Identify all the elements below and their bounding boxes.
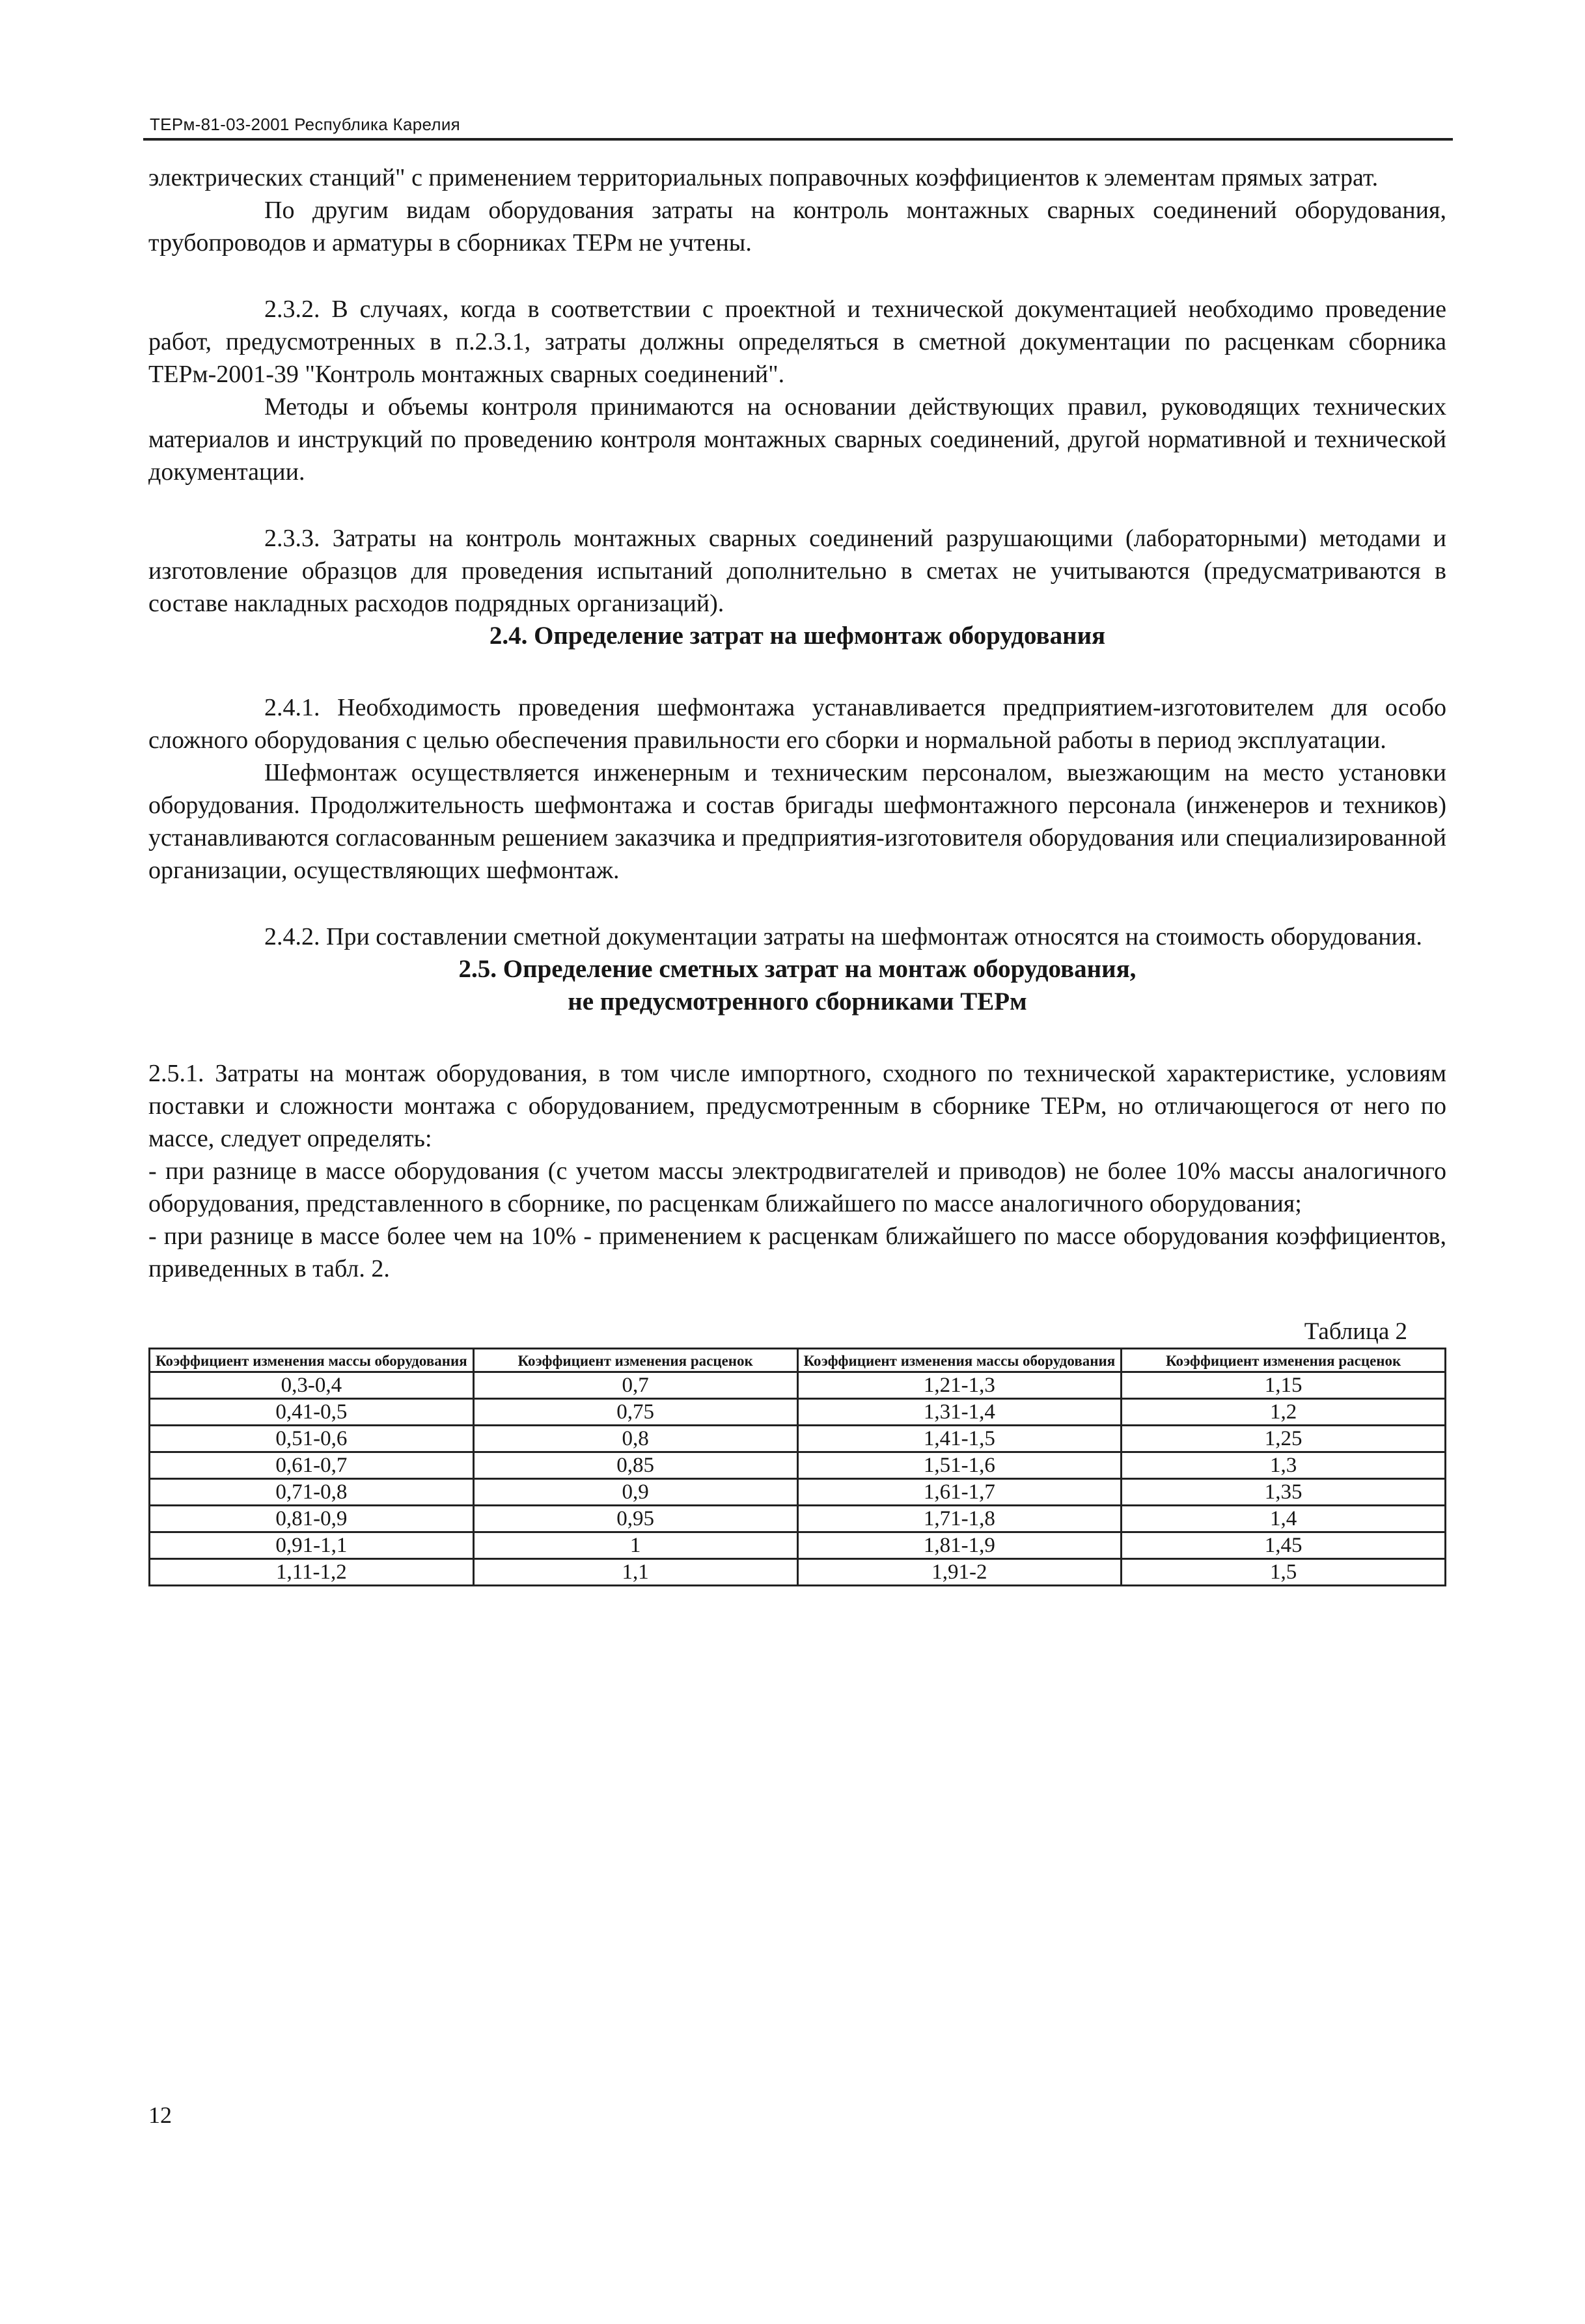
page-number: 12	[148, 2102, 172, 2128]
table-cell: 0,91-1,1	[150, 1532, 474, 1559]
table-cell: 1,51-1,6	[797, 1452, 1122, 1479]
table-cell: 1,2	[1122, 1399, 1446, 1426]
table-cell: 1,1	[473, 1559, 797, 1586]
table-row	[150, 1426, 1446, 1452]
table-cell: 1,11-1,2	[150, 1559, 474, 1586]
table-cell: 1,25	[1122, 1426, 1446, 1452]
table-header-cell: Коэффициент изменения массы оборудования	[797, 1349, 1122, 1372]
paragraph-2-3-2: 2.3.2. В случаях, когда в соответствии с проектной и технической документацией необходимо проведение работ, предусмотренных в п.2.3.1, затраты должны определяться в сметной документации по расценкам сборника ТЕРм-2001-39 "Контроль монтажных сварных соединений".	[148, 296, 1446, 388]
paragraph-other-equipment: По другим видам оборудования затраты на контроль монтажных сварных соединений оборудования, трубопроводов и арматуры в сборниках ТЕРм не учтены.	[148, 197, 1446, 256]
paragraph-shefmontazh: Шефмонтаж осуществляется инженерным и техническим персоналом, выезжающим на место установки оборудования. Продолжительность шефмонтажа и состав бригады шефмонтажного персонала (инженеров и техников) устанавливаются согласованным решением заказчика и предприятия-изготовителя оборудования или специализированной организации, осуществляющих шефмонтаж.	[148, 759, 1446, 884]
section-heading-2-5-line1: 2.5. Определение сметных затрат на монтаж оборудования,	[458, 955, 1137, 983]
paragraph-2-3-3: 2.3.3. Затраты на контроль монтажных сварных соединений разрушающими (лабораторными) методами и изготовление образцов для проведения испытаний дополнительно в сметах не учитываются (предусматриваются в составе накладных расходов подрядных организаций).	[148, 525, 1446, 617]
table-cell: 1,91-2	[797, 1559, 1122, 1586]
header-rule	[143, 138, 1453, 141]
bullet-mass-under-10: - при разнице в массе оборудования (с учетом массы электродвигателей и приводов) не более 10% массы аналогичного оборудования, представленного в сборнике, по расценкам ближайшего по массе аналогичного оборудования;	[148, 1157, 1446, 1217]
table-header-cell: Коэффициент изменения расценок	[1122, 1349, 1446, 1372]
table-row	[150, 1452, 1446, 1479]
table-header-row	[150, 1349, 1446, 1372]
table-header-cell: Коэффициент изменения расценок	[473, 1349, 797, 1372]
paragraph-2-4-1: 2.4.1. Необходимость проведения шефмонтажа устанавливается предприятием-изготовителем для особо сложного оборудования с целью обеспечения правильности его сборки и нормальной работы в период эксплуатации.	[148, 694, 1446, 754]
table-cell: 0,85	[473, 1452, 797, 1479]
running-header: ТЕРм-81-03-2001 Республика Карелия	[150, 115, 461, 134]
section-heading-2-5	[148, 953, 1446, 1018]
paragraph-2-5-1: 2.5.1. Затраты на монтаж оборудования, в том числе импортного, сходного по технической характеристике, условиям поставки и сложности монтажа с оборудованием, предусмотренным в сборнике ТЕРм, но отличающегося от него по массе, следует определять:	[148, 1060, 1446, 1152]
section-heading-2-5-line2: не предусмотренного сборниками ТЕРм	[568, 988, 1027, 1016]
paragraph-methods: Методы и объемы контроля принимаются на основании действующих правил, руководящих технических материалов и инструкций по проведению контроля монтажных сварных соединений, другой нормативной и технической документации.	[148, 393, 1446, 486]
paragraph-continuation: электрических станций" с применением территориальных поправочных коэффициентов к элементам прямых затрат.	[148, 164, 1379, 191]
table-header-cell: Коэффициент изменения массы оборудования	[150, 1349, 474, 1372]
paragraph-2-4-2: 2.4.2. При составлении сметной документации затраты на шефмонтаж относятся на стоимость оборудования.	[264, 923, 1422, 950]
table-row	[150, 1399, 1446, 1426]
table-cell: 0,75	[473, 1399, 797, 1426]
coefficient-table	[148, 1348, 1446, 1586]
table-cell: 0,7	[473, 1372, 797, 1399]
table-cell: 1,61-1,7	[797, 1479, 1122, 1506]
table-row	[150, 1559, 1446, 1586]
table-cell: 0,81-0,9	[150, 1506, 474, 1532]
table-caption: Таблица 2	[1304, 1318, 1407, 1345]
bullet-mass-over-10: - при разнице в массе более чем на 10% - применением к расценкам ближайшего по массе оборудования коэффициентов, приведенных в табл. 2.	[148, 1223, 1446, 1282]
table-cell: 0,61-0,7	[150, 1452, 474, 1479]
table-cell: 1,3	[1122, 1452, 1446, 1479]
table-row	[150, 1506, 1446, 1532]
table-row	[150, 1372, 1446, 1399]
table-cell: 1,45	[1122, 1532, 1446, 1559]
table-cell: 1,71-1,8	[797, 1506, 1122, 1532]
table-cell: 0,51-0,6	[150, 1426, 474, 1452]
table-row	[150, 1479, 1446, 1506]
table-cell: 0,8	[473, 1426, 797, 1452]
table-cell: 1,21-1,3	[797, 1372, 1122, 1399]
table-cell: 0,71-0,8	[150, 1479, 474, 1506]
table-cell: 1,41-1,5	[797, 1426, 1122, 1452]
table-cell: 0,41-0,5	[150, 1399, 474, 1426]
table-cell: 1,81-1,9	[797, 1532, 1122, 1559]
table-cell: 1,35	[1122, 1479, 1446, 1506]
table-cell: 0,9	[473, 1479, 797, 1506]
table-cell: 1,4	[1122, 1506, 1446, 1532]
document-body	[148, 161, 1446, 1586]
section-heading-2-4: 2.4. Определение затрат на шефмонтаж оборудования	[489, 622, 1106, 650]
table-cell: 1,5	[1122, 1559, 1446, 1586]
table-cell: 0,3-0,4	[150, 1372, 474, 1399]
table-cell: 0,95	[473, 1506, 797, 1532]
table-cell: 1,31-1,4	[797, 1399, 1122, 1426]
table-cell: 1,15	[1122, 1372, 1446, 1399]
table-row	[150, 1532, 1446, 1559]
table-cell: 1	[473, 1532, 797, 1559]
